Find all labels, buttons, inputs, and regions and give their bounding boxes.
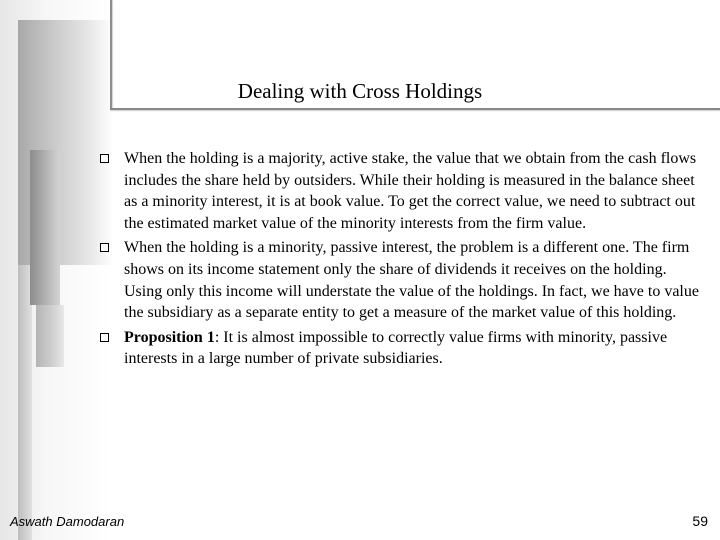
- bullet-item-majority-stake: [100, 148, 700, 234]
- decorative-bar-small: [36, 305, 64, 367]
- bullet-list: [100, 148, 700, 373]
- square-bullet-icon: [100, 154, 109, 163]
- slide-title: Dealing with Cross Holdings: [237, 79, 483, 103]
- decorative-bar-lower-left: [18, 265, 32, 540]
- bullet-item-minority-interest: [100, 237, 700, 323]
- bullet-bold-prefix: Proposition 1: [124, 328, 215, 346]
- bullet-item-proposition: [100, 327, 700, 370]
- bullet-text: When the holding is a minority, passive interest, the problem is a different one. The firm shows on its income statement only the share of dividends it receives on the holding. Using only this income will understate the value of the holdings. In fact, we have to value the subsidiary as a separate entity to get a measure of the market value of this holding.: [124, 239, 699, 322]
- title-horizontal-rule: [110, 108, 720, 110]
- footer-author: Aswath Damodaran: [10, 514, 125, 529]
- square-bullet-icon: [100, 333, 109, 342]
- decorative-bar-middle: [30, 150, 60, 305]
- bullet-text: : It is almost impossible to correctly value firms with minority, passive interests in a large number of private subsidiaries.: [124, 328, 668, 368]
- page-number: 59: [692, 513, 708, 529]
- square-bullet-icon: [100, 243, 109, 252]
- bullet-text: When the holding is a majority, active stake, the value that we obtain from the cash flows includes the share held by outsiders. While their holding is measured in the balance sheet as a minority interest, it is at book value. To get the correct value, we need to subtract out the estimated market value of the minority interests from the firm value.: [124, 150, 697, 232]
